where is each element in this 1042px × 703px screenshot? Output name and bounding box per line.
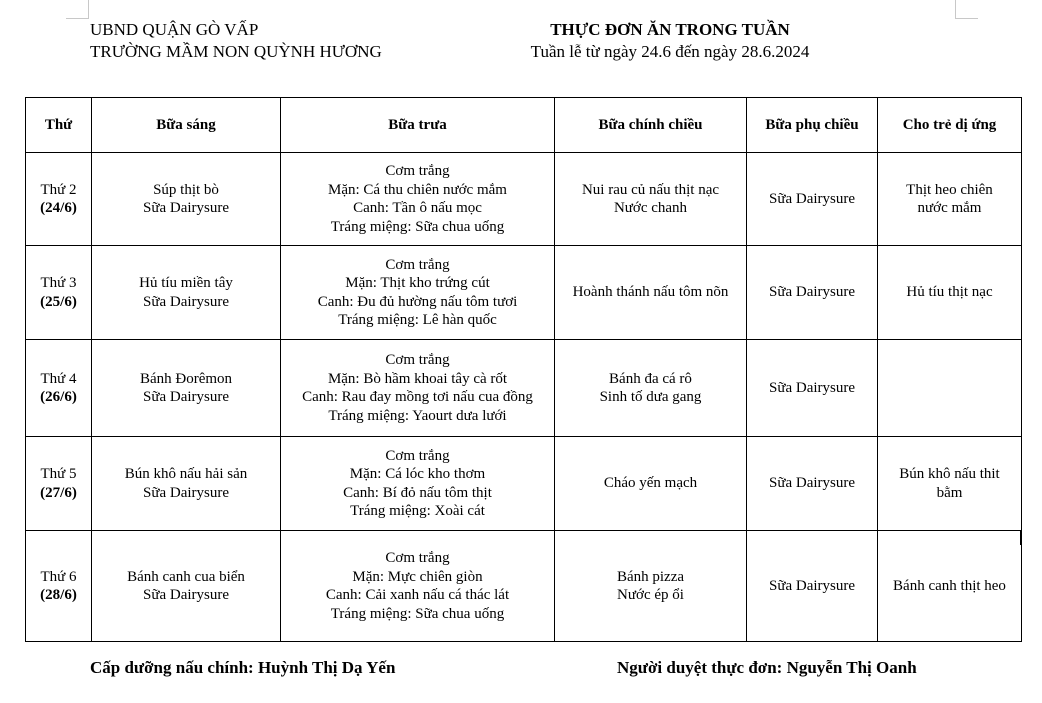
cell-allergy [878, 437, 1022, 531]
table-row [26, 246, 1022, 340]
menu-line: Sữa Dairysure [768, 190, 856, 207]
cell-day [26, 437, 92, 531]
menu-line: Bánh đa cá rô [609, 370, 692, 387]
cell-lunch [281, 531, 555, 642]
menu-line: Sữa Dairysure [142, 587, 230, 603]
table-row [26, 437, 1022, 531]
menu-line: Hủ tíu miền tây [139, 275, 233, 291]
day-label: Thứ 3 [40, 275, 77, 291]
col-header-lunch: Bữa trưa [281, 98, 555, 153]
cell-lunch [281, 340, 555, 437]
day-label: Thứ 2 [40, 181, 77, 198]
menu-line: Sữa Dairysure [768, 284, 856, 301]
menu-line: Súp thịt bò [153, 181, 219, 198]
day-label: Thứ 6 [40, 568, 77, 585]
menu-line: Tráng miệng: Lê hàn quốc [338, 312, 497, 328]
cell-lunch [281, 246, 555, 340]
menu-line: Tráng miệng: Yaourt dưa lưới [328, 407, 507, 424]
cell-breakfast [92, 153, 281, 246]
page-corner-mark-right [955, 0, 978, 19]
menu-line: Nui rau củ nấu thịt nạc [581, 181, 720, 198]
menu-line: Mặn: Thịt kho trứng cút [345, 275, 490, 291]
menu-line: Sinh tố dưa gang [599, 389, 702, 405]
menu-line: Sữa Dairysure [768, 577, 856, 594]
menu-line: Canh: Tần ô nấu mọc [353, 200, 482, 216]
day-date: (26/6) [40, 389, 77, 405]
menu-line: Cơm trắng [385, 352, 450, 368]
menu-line: Bánh canh thịt heo [893, 577, 1006, 594]
col-header-afternoon-snack: Bữa phụ chiều [747, 98, 878, 153]
menu-line: Mặn: Mực chiên giòn [352, 568, 483, 585]
menu-line: Tráng miệng: Sữa chua uống [330, 218, 505, 235]
menu-line: Sữa Dairysure [142, 200, 230, 216]
cell-breakfast [92, 437, 281, 531]
menu-line: Cơm trắng [385, 256, 450, 273]
cell-afternoon-snack [747, 437, 878, 531]
table-row [26, 531, 1022, 642]
table-row [26, 340, 1022, 437]
menu-line: bằm [936, 484, 963, 501]
menu-line: Bánh canh cua biển [127, 568, 245, 585]
menu-line: Cơm trắng [385, 447, 450, 464]
cell-afternoon-main [555, 437, 747, 531]
menu-line: Bánh Đorêmon [139, 370, 233, 387]
cell-afternoon-snack [747, 340, 878, 437]
menu-line: Nước chanh [613, 200, 688, 216]
menu-line: Cơm trắng [385, 550, 450, 566]
day-date: (25/6) [40, 293, 77, 310]
menu-line: nước mắm [917, 200, 982, 216]
cell-day [26, 246, 92, 340]
menu-line: Sữa Dairysure [142, 484, 230, 501]
cell-day [26, 153, 92, 246]
cell-afternoon-snack [747, 153, 878, 246]
day-date: (28/6) [40, 587, 77, 603]
day-label: Thứ 5 [40, 466, 77, 482]
cell-afternoon-snack [747, 246, 878, 340]
menu-line: Cháo yến mạch [603, 475, 698, 492]
page-title: THỰC ĐƠN ĂN TRONG TUẦN [550, 20, 790, 39]
cell-lunch [281, 153, 555, 246]
menu-line: Canh: Bí đỏ nấu tôm thịt [343, 484, 492, 501]
menu-line: Bánh pizza [616, 568, 685, 585]
menu-line: Mặn: Cá lóc kho thơm [349, 466, 486, 482]
menu-line: Hủ tíu thịt nạc [906, 284, 993, 301]
cell-afternoon-main [555, 246, 747, 340]
menu-line: Hoành thánh nấu tôm nõn [572, 284, 729, 301]
page-corner-mark-left [66, 0, 89, 19]
cell-allergy [878, 531, 1022, 642]
menu-line: Nước ép ổi [617, 587, 684, 603]
cell-breakfast [92, 246, 281, 340]
cell-allergy [878, 246, 1022, 340]
menu-approver-signature: Người duyệt thực đơn: Nguyễn Thị Oanh [617, 658, 917, 677]
menu-title-block [470, 19, 870, 63]
menu-line: Bún khô nấu hải sản [124, 466, 248, 482]
menu-line: Canh: Rau đay mồng tơi nấu cua đồng [302, 389, 533, 405]
menu-line: Sữa Dairysure [142, 389, 230, 405]
weekly-menu-table [25, 97, 1022, 642]
org-district: UBND QUẬN GÒ VẤP [90, 20, 259, 39]
cell-allergy [878, 340, 1022, 437]
table-header-row [26, 98, 1022, 153]
cell-afternoon-main [555, 340, 747, 437]
col-header-day: Thứ [26, 98, 92, 153]
cell-day [26, 340, 92, 437]
menu-line: Sữa Dairysure [768, 379, 856, 396]
col-header-breakfast: Bữa sáng [92, 98, 281, 153]
menu-line: Sữa Dairysure [768, 475, 856, 492]
menu-line: Thịt heo chiên [906, 181, 993, 198]
day-date: (27/6) [40, 484, 77, 501]
cell-afternoon-snack [747, 531, 878, 642]
org-school: TRƯỜNG MẦM NON QUỲNH HƯƠNG [90, 42, 382, 61]
head-cook-signature: Cấp dưỡng nấu chính: Huỳnh Thị Dạ Yến [90, 658, 396, 677]
cell-lunch [281, 437, 555, 531]
menu-line: Sữa Dairysure [142, 293, 230, 310]
week-range: Tuần lễ từ ngày 24.6 đến ngày 28.6.2024 [530, 42, 810, 61]
organization-header [90, 19, 382, 63]
cell-afternoon-main [555, 153, 747, 246]
table-row [26, 153, 1022, 246]
menu-line: Tráng miệng: Sữa chua uống [330, 605, 505, 622]
cell-breakfast [92, 531, 281, 642]
menu-line: Canh: Cải xanh nấu cá thác lát [325, 587, 510, 603]
menu-line: Canh: Đu đủ hường nấu tôm tươi [317, 293, 518, 310]
menu-line: Tráng miệng: Xoài cát [350, 503, 485, 519]
cell-day [26, 531, 92, 642]
menu-line: Mặn: Cá thu chiên nước mắm [328, 181, 507, 198]
day-date: (24/6) [40, 200, 77, 216]
col-header-afternoon-main: Bữa chính chiều [555, 98, 747, 153]
cell-afternoon-main [555, 531, 747, 642]
cell-allergy [878, 153, 1022, 246]
col-header-allergy: Cho trẻ dị ứng [878, 98, 1022, 153]
cell-breakfast [92, 340, 281, 437]
menu-line: Bún khô nấu thit [899, 466, 1000, 482]
menu-line: Mặn: Bò hầm khoai tây cà rốt [327, 370, 508, 387]
menu-line: Cơm trắng [385, 163, 450, 179]
day-label: Thứ 4 [40, 370, 77, 387]
text-cursor [1020, 530, 1022, 545]
